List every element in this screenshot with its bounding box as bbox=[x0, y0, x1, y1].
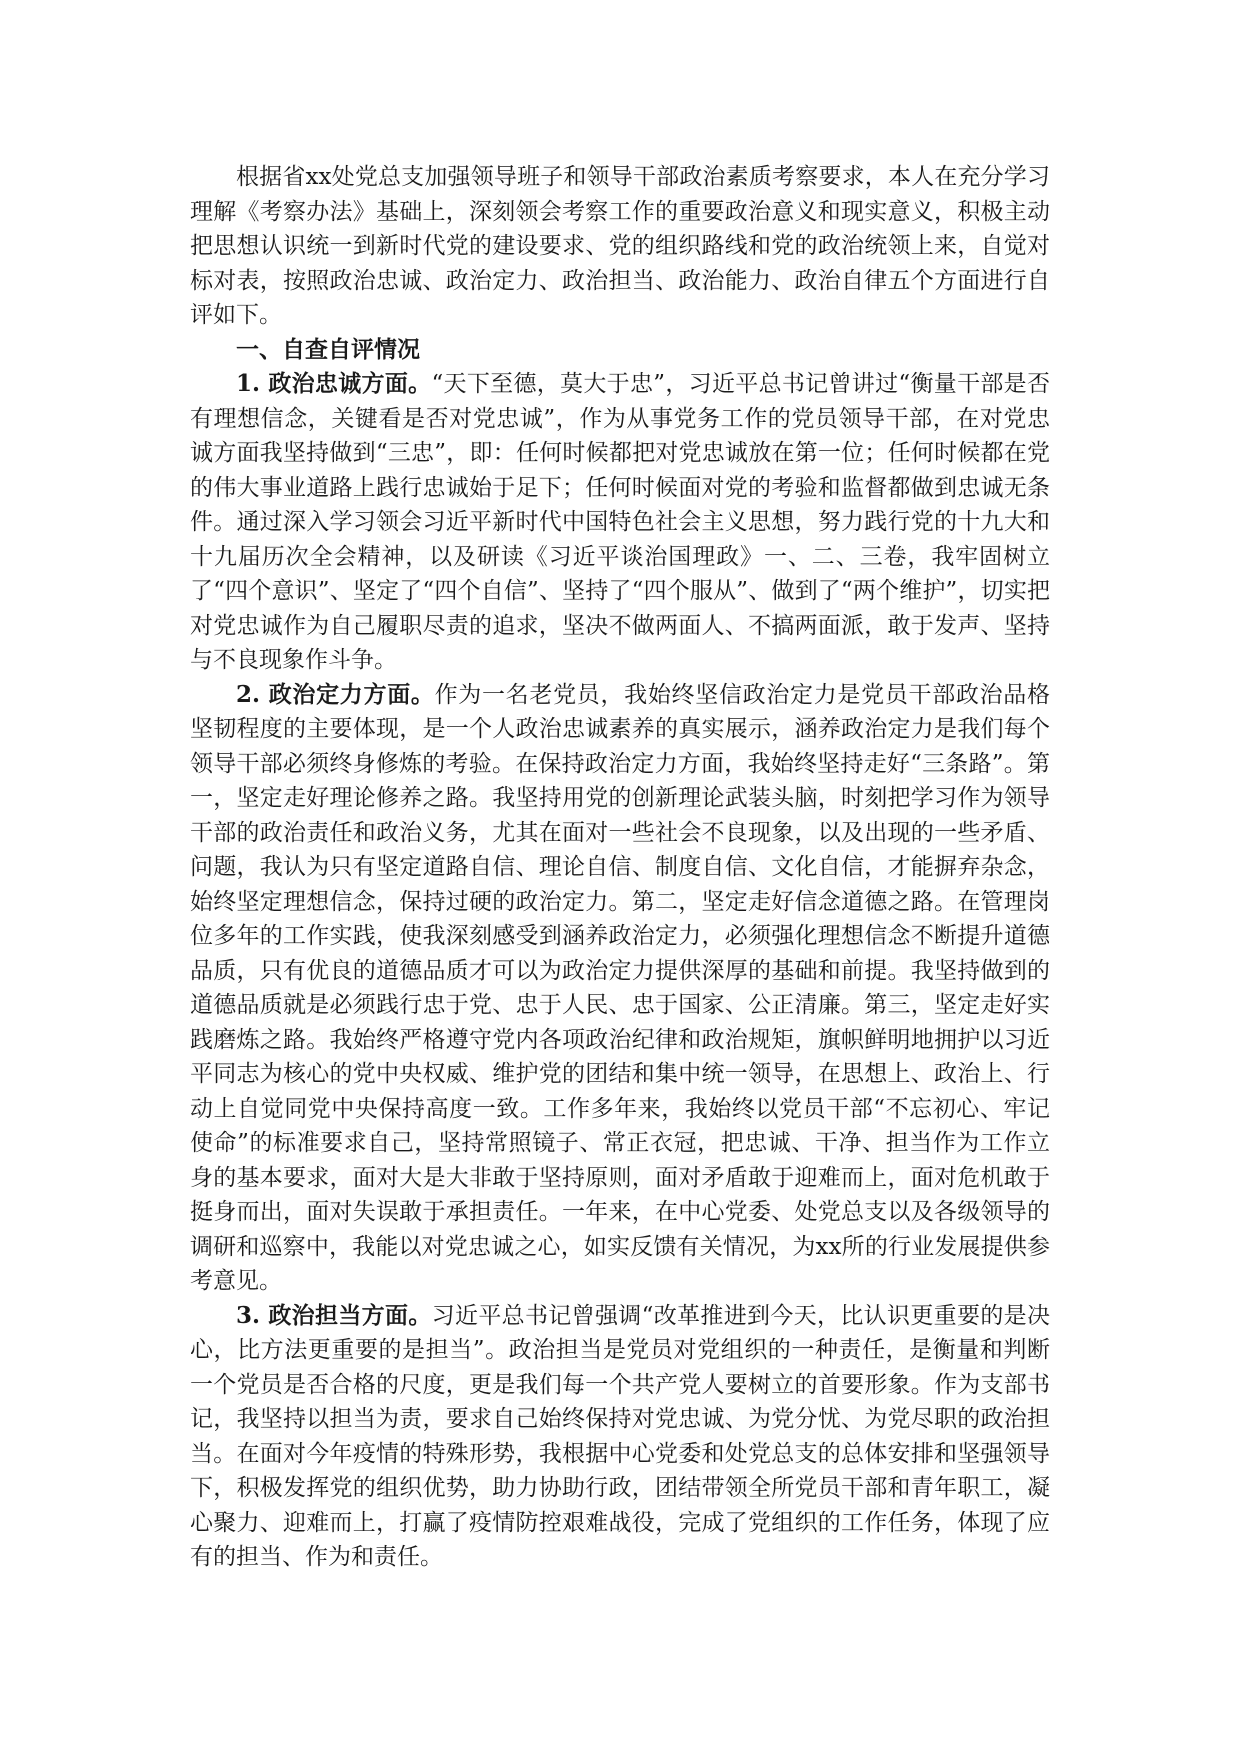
item-lead-1: 1. 政治忠诚方面。 bbox=[236, 370, 432, 397]
section-heading: 一、自查自评情况 bbox=[236, 335, 420, 363]
document-page bbox=[190, 160, 1050, 1575]
item-paragraph-3 bbox=[190, 1299, 1050, 1575]
item-lead-3: 3. 政治担当方面。 bbox=[236, 1301, 432, 1329]
item-paragraph-1 bbox=[190, 367, 1050, 678]
item-text-1: “天下至德，莫大于忠”，习近平总书记曾讲过“衡量干部是否有理想信念，关键看是否对党忠诚”，作为从事党务工作的党员领导干部，在对党忠诚方面我坚持做到“三忠”，即：任何时候都把对党忠诚放在第一位；任何时候都在党的伟大事业道路上践行忠诚始于足下；任何时候面对党的考验和监督都做到忠诚无条件。通过深入学习领会习近平新时代中国特色社会主义思想，努力践行党的十九大和十九届历次全会精神，以及研读《习近平谈治国理政》一、二、三卷，我牢固树立了“四个意识”、坚定了“四个自信”、坚持了“四个服从”、做到了“两个维护”，切实把对党忠诚作为自己履职尽责的追求，坚决不做两面人、不搞两面派，敢于发声、坚持与不良现象作斗争。 bbox=[190, 371, 1050, 673]
intro-paragraph: 根据省xx处党总支加强领导班子和领导干部政治素质考察要求，本人在充分学习理解《考察办法》基础上，深刻领会考察工作的重要政治意义和现实意义，积极主动把思想认识统一到新时代党的建设要求、党的组织路线和党的政治统领上来，自觉对标对表，按照政治忠诚、政治定力、政治担当、政治能力、政治自律五个方面进行自评如下。 bbox=[190, 164, 1050, 328]
item-lead-2: 2. 政治定力方面。 bbox=[236, 680, 435, 708]
item-text-2: 作为一名老党员，我始终坚信政治定力是党员干部政治品格坚韧程度的主要体现，是一个人政治忠诚素养的真实展示，涵养政治定力是我们每个领导干部必须终身修炼的考验。在保持政治定力方面，我始终坚持走好“三条路”。第一，坚定走好理论修养之路。我坚持用党的创新理论武装头脑，时刻把学习作为领导干部的政治责任和政治义务，尤其在面对一些社会不良现象，以及出现的一些矛盾、问题，我认为只有坚定道路自信、理论自信、制度自信、文化自信，才能摒弃杂念，始终坚定理想信念，保持过硬的政治定力。第二，坚定走好信念道德之路。在管理岗位多年的工作实践，使我深刻感受到涵养政治定力，必须强化理想信念不断提升道德品质，只有优良的道德品质才可以为政治定力提供深厚的基础和前提。我坚持做到的道德品质就是必须践行忠于党、忠于人民、忠于国家、公正清廉。第三，坚定走好实践磨炼之路。我始终严格遵守党内各项政治纪律和政治规矩，旗帜鲜明地拥护以习近平同志为核心的党中央权威、维护党的团结和集中统一领导，在思想上、政治上、行动上自觉同党中央保持高度一致。工作多年来，我始终以党员干部“不忘初心、牢记使命”的标准要求自己，坚持常照镜子、常正衣冠，把忠诚、干净、担当作为工作立身的基本要求，面对大是大非敢于坚持原则，面对矛盾敢于迎难而上，面对危机敢于挺身而出，面对失误敢于承担责任。一年来，在中心党委、处党总支以及各级领导的调研和巡察中，我能以对党忠诚之心，如实反馈有关情况，为xx所的行业发展提供参考意见。 bbox=[190, 681, 1050, 1294]
item-paragraph-2 bbox=[190, 678, 1050, 1299]
item-text-3: 习近平总书记曾强调“改革推进到今天，比认识更重要的是决心，比方法更重要的是担当”。政治担当是党员对党组织的一种责任，是衡量和判断一个党员是否合格的尺度，更是我们每一个共产党人要树立的首要形象。作为支部书记，我坚持以担当为责，要求自己始终保持对党忠诚、为党分忧、为党尽职的政治担当。在面对今年疫情的特殊形势，我根据中心党委和处党总支的总体安排和坚强领导下，积极发挥党的组织优势，助力协助行政，团结带领全所党员干部和青年职工，凝心聚力、迎难而上，打赢了疫情防控艰难战役，完成了党组织的工作任务，体现了应有的担当、作为和责任。 bbox=[190, 1302, 1050, 1570]
